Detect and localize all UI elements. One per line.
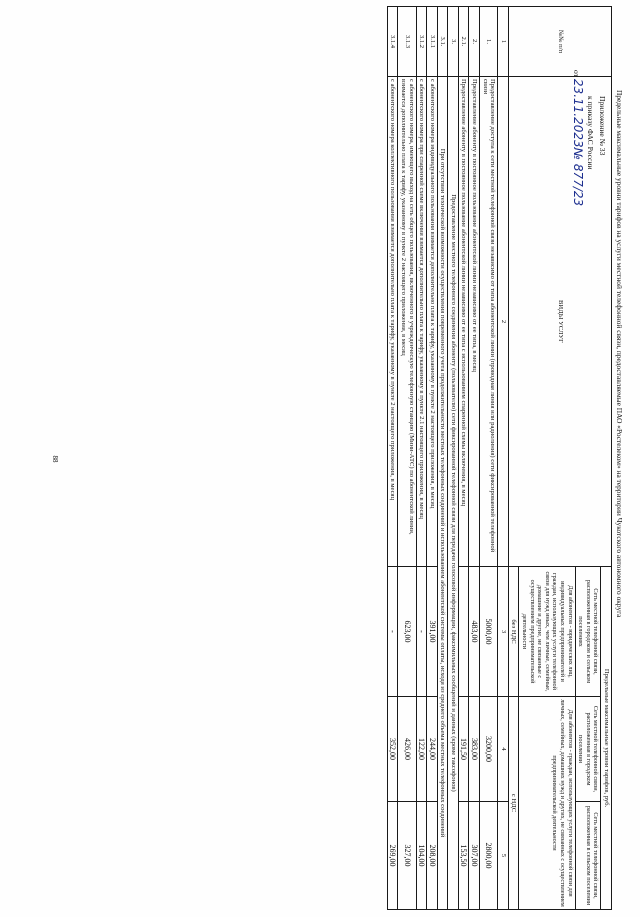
table-row (387, 7, 398, 910)
header-group-a-desc: Для абонентов - юридических лиц, индивидуальных предпринимателей и граждан, использующих услуги телефонной связи для нужд иных, чем личные, семейные, домашние и другие, не связанные с осуществлением предпринимательской деятельности (519, 567, 575, 697)
order-name: к приказу ФАС России (586, 96, 595, 170)
table-row (437, 7, 448, 910)
order-date (570, 70, 584, 206)
row-num: 2. (469, 7, 480, 77)
row-value-rural: 269,00 (387, 802, 398, 910)
header-group-a: Сеть местной телефонной связи, расположенная в городском и сельском поселениях (575, 567, 601, 697)
row-value-vat-excl (458, 567, 469, 697)
row-value-city: 352,00 (387, 697, 398, 802)
order-reference (480, 10, 607, 610)
table-row (427, 7, 438, 910)
row-value-city: 383,00 (469, 697, 480, 802)
row-text: с абонентского номера индивидуального пользования взимается дополнительно плата к тарифу, указанному в пункте 2 настоящего приложения, в месяц (427, 77, 438, 567)
row-value-rural: 2800,00 (480, 802, 498, 910)
row-value-rural: 104,00 (416, 802, 427, 910)
header-vat-incl: с НДС (508, 697, 519, 910)
col-index-5: 5 (498, 802, 509, 910)
page-number: 88 (51, 455, 59, 463)
row-value-vat-excl: - (387, 567, 398, 697)
row-value-vat-excl: 391,00 (427, 567, 438, 697)
header-group-b-desc: Для абонентов - граждан, использующих услуги телефонной связи для личных, семейных, домашних нужд и других, не связанных с осуществлением предпринимательской деятельности (519, 697, 575, 910)
row-text: с абонентского номера при спаренной схеме включения взимается дополнительно плата к тарифу, указанному в пункте 2.1 настоящего приложения, в месяц (416, 77, 427, 567)
row-value-rural: 153,50 (458, 802, 469, 910)
row-value-city: 191,50 (458, 697, 469, 802)
handwritten-date: 23.11.2023№ 877/23 (571, 78, 585, 207)
row-value-vat-excl: 5000,00 (480, 567, 498, 697)
row-value-rural: 208,00 (427, 802, 438, 910)
row-text: Предоставление абоненту в постоянное пользование абонентской линии независимо от ее типа, в месяц (469, 77, 480, 567)
header-levels: Предельные максимальные уровни тарифов, руб. (601, 567, 612, 910)
row-num: 3.1.1 (427, 7, 438, 77)
row-num: 3.1.2 (416, 7, 427, 77)
row-value-vat-excl: 623,00 (398, 567, 416, 697)
col-index-3: 3 (498, 567, 509, 697)
header-num: №№ п/п (508, 7, 611, 77)
row-value-city: 426,00 (398, 697, 416, 802)
row-value-vat-excl: 483,00 (469, 567, 480, 697)
row-text: Предоставление местного телефонного соединения абоненту (пользователю) сети фиксированной телефонной связи для передачи голосовой информации, факсимильных сообщений и данных (кроме таксофонов) (448, 77, 459, 910)
header-vat-excl: без НДС (508, 567, 519, 697)
row-text: с абонентского номера, имеющего выход на сеть общего пользования, включенного в учрежденческую телефонную станцию (Мини-АТС) по абонентской линии, взимается дополнительно плата к тарифу, указанному в пункте 2 настоящего приложения, в месяц (398, 77, 416, 567)
row-value-city: 122,00 (416, 697, 427, 802)
table-row (448, 7, 459, 910)
row-num: 1. (480, 7, 498, 77)
table-row (416, 7, 427, 910)
row-text: Предоставление абоненту в постоянное пользование абонентской линии независимо от ее типа с использованием спаренной схемы включения, в месяц (458, 77, 469, 567)
row-value-rural: 307,00 (469, 802, 480, 910)
date-prefix: от (572, 70, 581, 78)
row-text: с абонентского номера коллективного пользования взимается дополнительно плата к тарифу, указанному в пункте 2 настоящего приложения, в месяц (387, 77, 398, 567)
title: Предельные максимальные уровни тарифов на услуги местной телефонной связи, предоставляемые ПАО «Ростелеком» на территории Чукотского автономного округа (615, 90, 624, 618)
row-value-city: 3200,00 (480, 697, 498, 802)
table-row (469, 7, 480, 910)
header-group-b-rural: Сеть местной телефонной связи, расположенная в сельском поселении (575, 802, 601, 910)
row-num: 2.1. (458, 7, 469, 77)
row-value-vat-excl: - (416, 567, 427, 697)
table-row (398, 7, 416, 910)
col-index-4: 4 (498, 697, 509, 802)
header-group-b-city: Сеть местной телефонной связи, расположенная в городском поселении (575, 697, 601, 802)
row-text: Предоставление доступа к сети местной телефонной связи независимо от типа абонентской линии (проводная линия или радиолиния) сети фиксированной телефонной связи (480, 77, 498, 567)
row-value-city: 244,00 (427, 697, 438, 802)
row-text: При отсутствии технической возможности осуществления повременного учета продолжительности местных телефонных соединений и использованием абонентской системы оплаты, исходя из среднего объема местных телефонных соединений (437, 77, 448, 910)
appendix-number: Приложение № 33 (598, 96, 607, 156)
header-services: ВИДЫ УСЛУГ (508, 77, 611, 567)
row-num: 3. (448, 7, 459, 77)
col-index-2: 2 (498, 77, 509, 567)
row-num: 3.1. (437, 7, 448, 77)
row-value-rural: 327,00 (398, 802, 416, 910)
table-row (458, 7, 469, 910)
row-num: 3.1.4 (387, 7, 398, 77)
row-num: 3.1.3 (398, 7, 416, 77)
col-index-1: 1 (498, 7, 509, 77)
